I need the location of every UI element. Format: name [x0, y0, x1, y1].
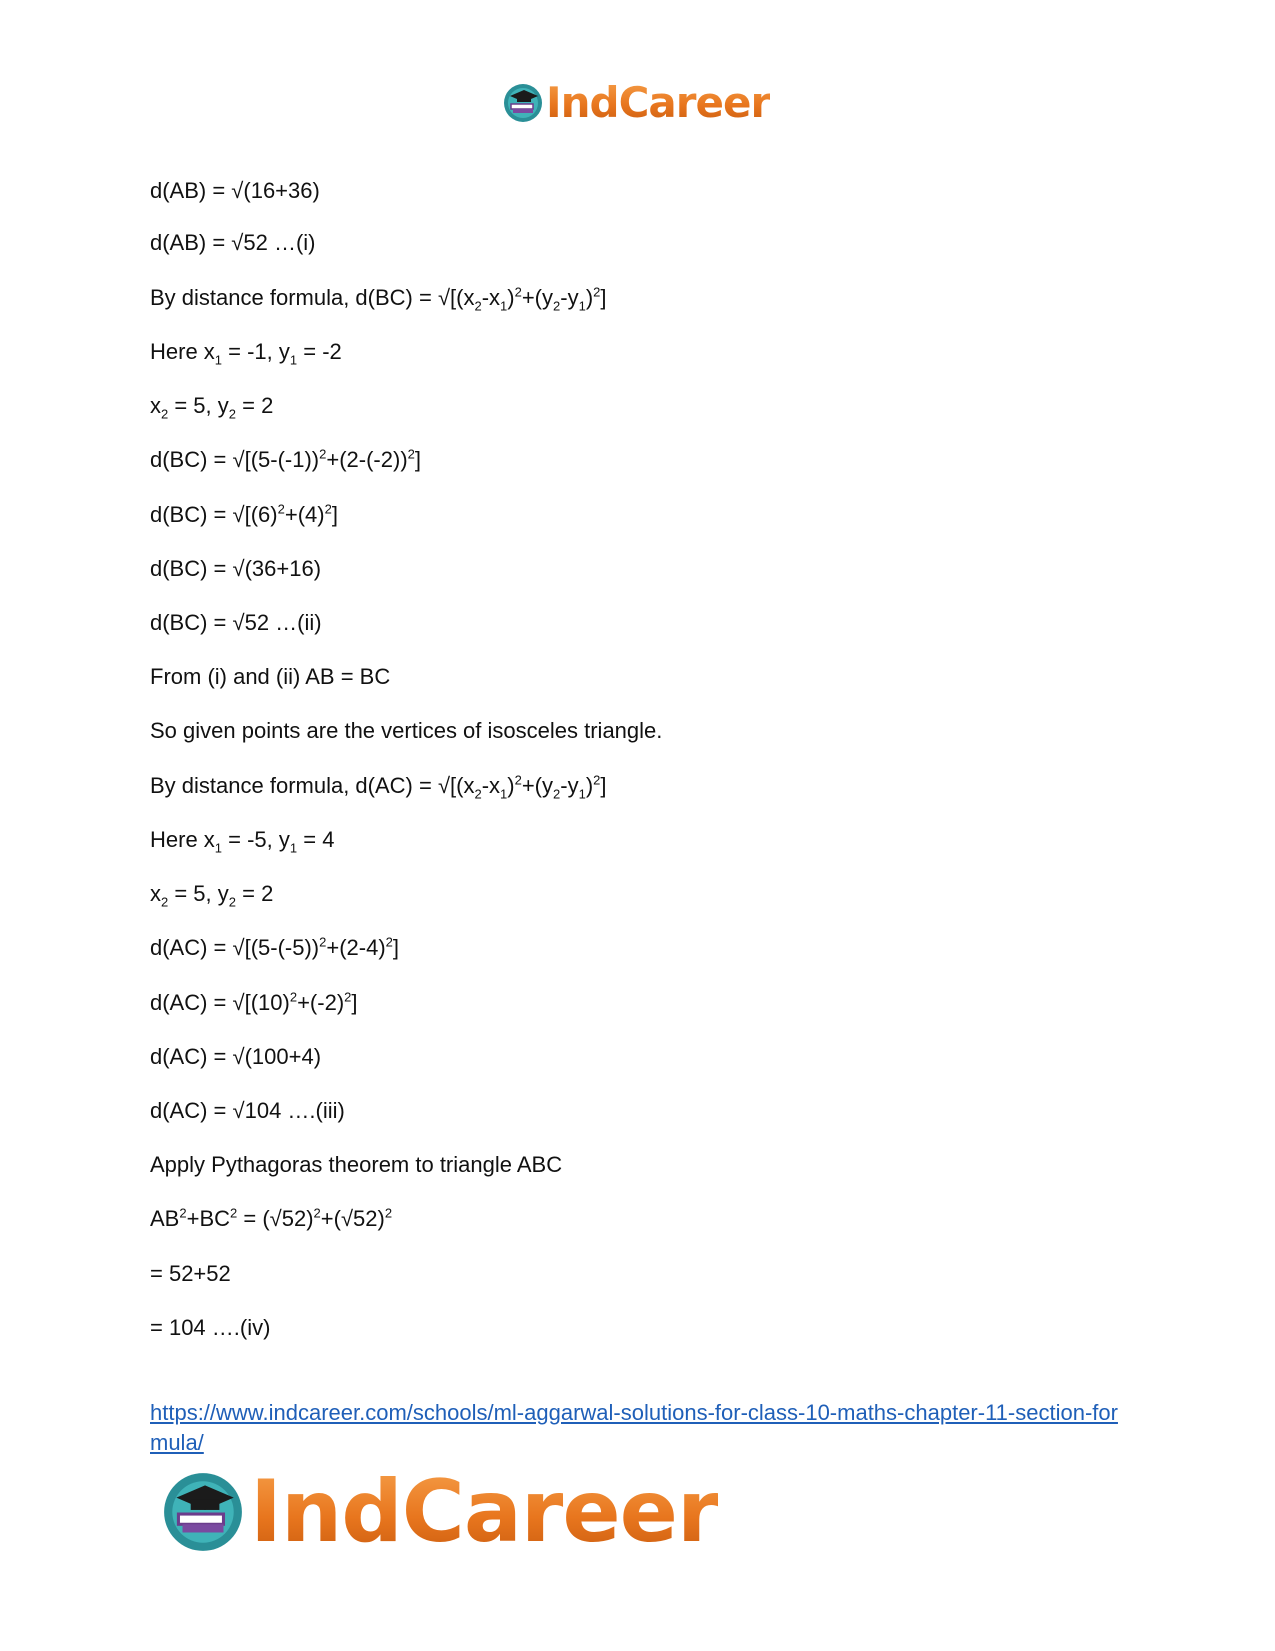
line-11: So given points are the vertices of isosceles triangle. — [150, 718, 663, 743]
line-16: $d(AC) = √[(10)^2+(-2)^2]$ — [150, 989, 358, 1015]
line-17: d(AC) = √(100+4) — [150, 1044, 322, 1069]
line-10: From (i) and (ii) AB = BC — [150, 664, 391, 689]
line-19: Apply Pythagoras theorem to triangle ABC — [150, 1152, 563, 1177]
line-15: $d(AC) = √[(5-(-5))^2+(2-4)^2]$ — [150, 934, 400, 960]
line-22: = 104 ….(iv) — [150, 1315, 271, 1340]
source-link[interactable]: https://www.indcareer.com/schools/ml-aggarwal-solutions-for-class-10-maths-chapter-11-section-formula/ — [150, 1400, 1118, 1455]
line-21: = 52+52 — [150, 1261, 231, 1286]
line-8: d(BC) = √(36+16) — [150, 556, 322, 581]
line-7: $d(BC) = √[(6)^2+(4)^2]$ — [150, 501, 338, 527]
line-18: d(AC) = √104 ….(iii) — [150, 1098, 345, 1123]
line-20: $AB^2+BC^2 = (√52)^2+(√52)^2$ — [150, 1205, 393, 1231]
line-2: d(AB) = √52 …(i) — [150, 230, 316, 255]
graduation-cap-book-icon — [502, 82, 544, 124]
footer-logo — [160, 1462, 718, 1562]
line-13: Here $x_1 = -5$, $y_1 = 4$ — [150, 827, 335, 856]
line-3: By distance formula, $d(BC) = √[(x_2-x_1)^2+(y_2-y_1)^2]$ — [150, 284, 607, 314]
line-14: $x_2 = 5$, $y_2 = 2$ — [150, 881, 274, 910]
line-12: By distance formula, $d(AC) = √[(x_2-x_1)^2+(y_2-y_1)^2]$ — [150, 772, 607, 802]
brand-wordmark: IndCareer — [250, 1462, 719, 1562]
header-logo — [502, 78, 770, 127]
line-6: $d(BC) = √[(5-(-1))^2+(2-(-2))^2]$ — [150, 446, 422, 472]
line-9: d(BC) = √52 …(ii) — [150, 610, 322, 635]
line-1: d(AB) = √(16+36) — [150, 178, 320, 203]
graduation-cap-book-icon — [160, 1469, 246, 1555]
brand-wordmark: IndCareer — [546, 78, 771, 127]
line-5: $x_2 = 5$, $y_2 = 2$ — [150, 393, 274, 422]
line-4: Here $x_1 = -1$, $y_1 = -2$ — [150, 339, 342, 368]
